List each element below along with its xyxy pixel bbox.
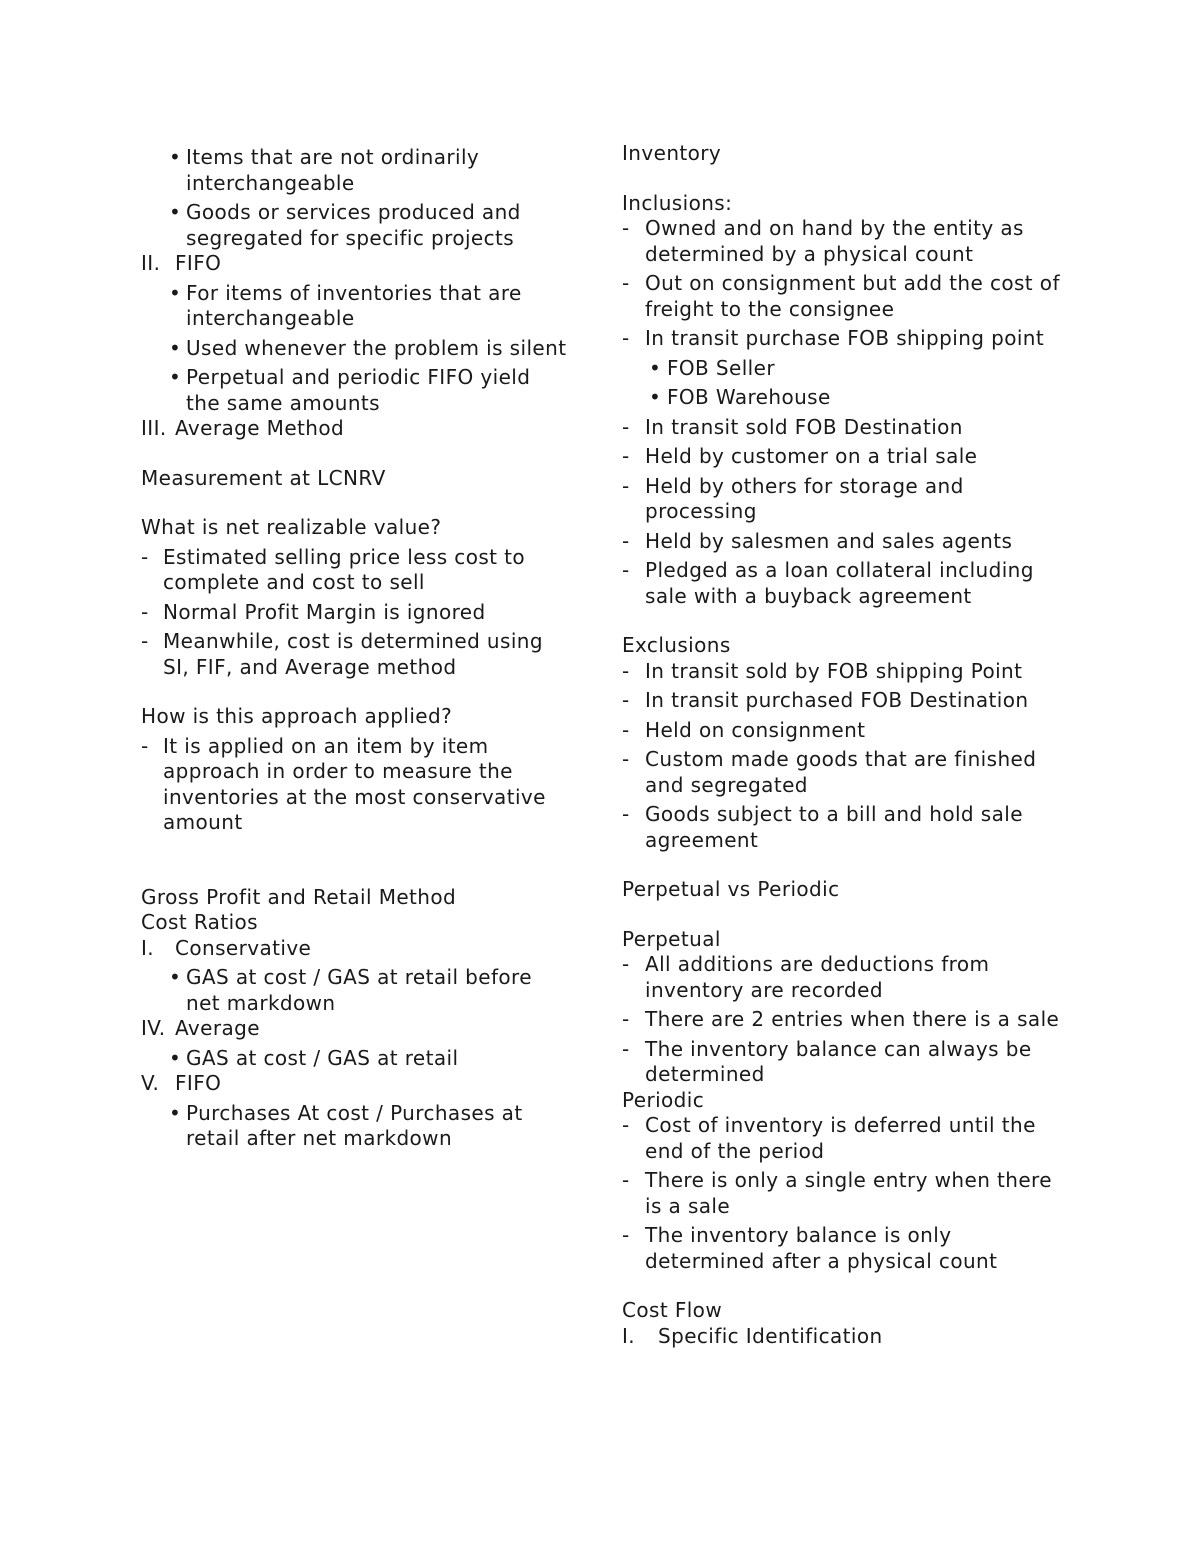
gross-profit-title: Gross Profit and Retail Method (141, 884, 457, 909)
heading-text: Average (175, 1016, 260, 1040)
bullet-item (622, 385, 1072, 411)
left-column (141, 145, 571, 1152)
nrv-question: What is net realizable value? (141, 515, 442, 539)
bullet-text: Perpetual and periodic FIFO yield the same amounts (186, 365, 531, 415)
average-heading (141, 416, 571, 442)
bullet-marker: • (169, 335, 182, 360)
roman-numeral: II. (141, 251, 161, 275)
dash-item (622, 1223, 1072, 1274)
dash-text: There are 2 entries when there is a sale (645, 1007, 1060, 1031)
bullet-marker: • (649, 355, 662, 380)
bullet-item (141, 1046, 571, 1072)
bullet-text: For items of inventories that are interchangeable (186, 280, 522, 330)
dash-text: Held by salesmen and sales agents (645, 528, 1013, 553)
dash-item (622, 688, 1072, 714)
roman-numeral: I. (141, 935, 155, 960)
dash-text: In transit purchase FOB shipping point (645, 326, 1045, 350)
roman-numeral: IV. (141, 1016, 166, 1040)
dash-marker: - (622, 802, 630, 826)
dash-item (622, 558, 1072, 609)
bullet-item (141, 200, 571, 251)
dash-text: In transit sold by FOB shipping Point (645, 658, 1023, 683)
dash-item (622, 326, 1072, 352)
dash-marker: - (622, 658, 630, 683)
perpetual-title: Perpetual (622, 926, 721, 951)
dash-item (141, 629, 571, 680)
inclusions-title: Inclusions: (622, 190, 733, 215)
dash-marker: - (622, 1223, 630, 1247)
dash-text: Pledged as a loan collateral including sale with a buyback agreement (645, 558, 1034, 608)
dash-marker: - (622, 1168, 630, 1192)
dash-text: Meanwhile, cost is determined using SI, FIF, and Average method (163, 629, 543, 679)
dash-marker: - (622, 216, 630, 240)
dash-item (622, 474, 1072, 525)
dash-marker: - (622, 558, 630, 582)
dash-marker: - (141, 733, 149, 758)
specific-identification-heading (622, 1324, 1072, 1350)
dash-marker: - (622, 528, 630, 553)
bullet-text: Items that are not ordinarily interchangeable (186, 145, 480, 195)
dash-marker: - (141, 599, 149, 624)
fifo-heading (141, 251, 571, 277)
lcnrv-title: Measurement at LCNRV (141, 465, 386, 490)
right-column (622, 141, 1072, 1349)
dash-marker: - (141, 629, 149, 653)
dash-item (622, 444, 1072, 470)
dash-marker: - (622, 414, 630, 439)
dash-item (141, 734, 571, 836)
conservative-heading (141, 936, 571, 962)
bullet-marker: • (169, 280, 182, 305)
dash-marker: - (622, 326, 630, 350)
dash-marker: - (622, 1113, 630, 1137)
dash-text: Normal Profit Margin is ignored (163, 599, 486, 624)
cost-flow-title: Cost Flow (622, 1298, 723, 1322)
approach-question: How is this approach applied? (141, 704, 453, 728)
dash-marker: - (622, 1007, 630, 1031)
dash-marker: - (622, 717, 630, 742)
bullet-text: Goods or services produced and segregated for specific projects (186, 200, 521, 250)
bullet-item (622, 356, 1072, 382)
dash-text: Held by others for storage and processing (645, 473, 964, 523)
dash-item (141, 600, 571, 626)
exclusions-title: Exclusions (622, 633, 731, 657)
bullet-text: GAS at cost / GAS at retail (186, 1045, 459, 1070)
dash-text: Held on consignment (645, 717, 866, 742)
perpetual-vs-periodic-title: Perpetual vs Periodic (622, 877, 840, 901)
dash-item (622, 415, 1072, 441)
dash-marker: - (622, 952, 630, 976)
dash-text: Owned and on hand by the entity as determined by a physical count (645, 216, 1024, 266)
bullet-text: Used whenever the problem is silent (186, 335, 567, 360)
cost-ratios-title: Cost Ratios (141, 910, 258, 934)
dash-text: In transit purchased FOB Destination (645, 688, 1029, 712)
dash-marker: - (622, 473, 630, 498)
dash-text: In transit sold FOB Destination (645, 414, 963, 439)
heading-text: Conservative (175, 935, 312, 960)
periodic-title: Periodic (622, 1087, 705, 1112)
bullet-item (141, 1101, 571, 1152)
dash-text: Out on consignment but add the cost of freight to the consignee (645, 271, 1060, 321)
bullet-marker: • (169, 965, 182, 989)
bullet-marker: • (169, 200, 182, 224)
dash-item (622, 1037, 1072, 1088)
dash-text: Goods subject to a bill and hold sale agreement (645, 802, 1023, 852)
dash-item (622, 659, 1072, 685)
dash-marker: - (622, 271, 630, 295)
bullet-item (141, 281, 571, 332)
dash-item (622, 216, 1072, 267)
fifo-ratio-heading (141, 1071, 571, 1097)
bullet-item (141, 336, 571, 362)
bullet-marker: • (169, 365, 182, 389)
dash-item (622, 1007, 1072, 1033)
dash-item (622, 747, 1072, 798)
dash-text: It is applied on an item by item approach in order to measure the inventories at the most conservative amount (163, 733, 546, 834)
dash-marker: - (622, 1036, 630, 1061)
bullet-item (141, 365, 571, 416)
dash-item (622, 952, 1072, 1003)
dash-item (622, 529, 1072, 555)
heading-text: Specific Identification (658, 1323, 883, 1348)
dash-item (141, 545, 571, 596)
heading-text: FIFO (175, 1071, 222, 1095)
heading-text: Average Method (175, 416, 345, 440)
dash-marker: - (622, 747, 630, 771)
roman-numeral: I. (622, 1323, 636, 1348)
dash-marker: - (622, 444, 630, 468)
bullet-text: FOB Warehouse (667, 385, 831, 409)
dash-text: Estimated selling price less cost to complete and cost to sell (163, 544, 526, 594)
bullet-marker: • (649, 385, 662, 409)
dash-item (622, 1168, 1072, 1219)
dash-text: All additions are deductions from inventory are recorded (645, 952, 990, 1002)
dash-item (622, 1113, 1072, 1164)
dash-text: Custom made goods that are finished and segregated (645, 747, 1037, 797)
bullet-text: GAS at cost / GAS at retail before net markdown (186, 965, 532, 1015)
roman-numeral: V. (141, 1071, 160, 1095)
dash-item (622, 718, 1072, 744)
bullet-text: Purchases At cost / Purchases at retail after net markdown (186, 1100, 523, 1150)
bullet-marker: • (169, 1100, 182, 1125)
bullet-item (141, 965, 571, 1016)
average-ratio-heading (141, 1016, 571, 1042)
dash-text: The inventory balance is only determined after a physical count (645, 1223, 998, 1273)
dash-text: The inventory balance can always be determined (645, 1036, 1032, 1086)
heading-text: FIFO (175, 251, 222, 275)
bullet-marker: • (169, 145, 182, 169)
dash-text: Held by customer on a trial sale (645, 444, 978, 468)
dash-text: There is only a single entry when there is a sale (645, 1168, 1052, 1218)
roman-numeral: III. (141, 416, 167, 440)
dash-item (622, 271, 1072, 322)
bullet-item (141, 145, 571, 196)
inventory-title: Inventory (622, 141, 722, 165)
dash-marker: - (622, 688, 630, 712)
dash-item (622, 802, 1072, 853)
dash-marker: - (141, 544, 149, 569)
bullet-marker: • (169, 1045, 182, 1070)
bullet-text: FOB Seller (667, 355, 775, 380)
dash-text: Cost of inventory is deferred until the end of the period (645, 1113, 1036, 1163)
